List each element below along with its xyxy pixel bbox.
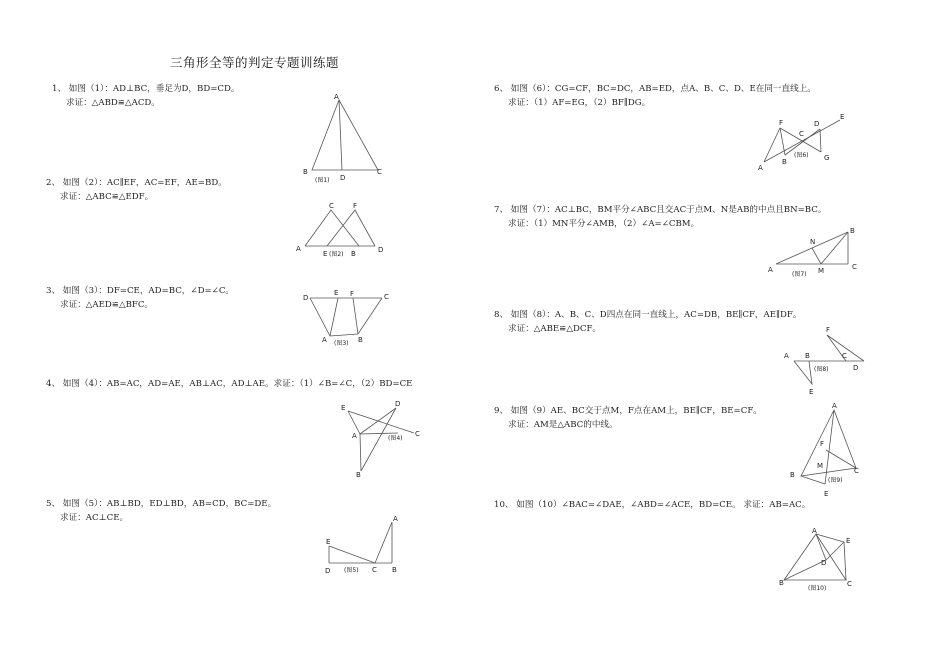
label-N: N — [810, 238, 816, 246]
problem-9-proof: 求证：AM是△ABC的中线。 — [508, 420, 618, 430]
problem-6-statement: 6、 如图（6）：CG=CF，BC=DC，AB=ED，点A、B、C、D、E在同一直线上。 — [494, 84, 816, 94]
problem-9 — [494, 404, 762, 432]
figure-10 — [776, 524, 866, 596]
label-D: D — [340, 174, 346, 182]
label-E: E — [323, 250, 328, 258]
label-F: F — [820, 440, 825, 448]
label-A: A — [784, 352, 789, 360]
problem-1-proof: 求证：△ABD≌△ACD。 — [66, 98, 160, 108]
label-E: E — [840, 113, 845, 121]
label-C: C — [372, 566, 377, 574]
label-F: F — [353, 202, 358, 210]
label-B: B — [303, 168, 308, 176]
label-C: C — [415, 430, 420, 438]
figure-caption: (图4) — [388, 435, 403, 442]
figure-caption: (图7) — [792, 271, 807, 278]
problem-7-proof: 求证：（1）MN平分∠AMB，（2）∠A=∠CBM。 — [508, 219, 700, 229]
problem-3 — [46, 284, 234, 312]
label-B: B — [805, 352, 810, 360]
label-F: F — [826, 326, 831, 334]
label-C: C — [377, 168, 382, 176]
figure-caption: (图2) — [329, 251, 344, 258]
label-G: G — [824, 154, 830, 162]
label-C: C — [384, 293, 389, 301]
figure-9 — [786, 398, 866, 502]
problem-10-statement: 10、 如图（10）∠BAC=∠DAE，∠ABD=∠ACE，BD=CE。 求证：AB=AC。 — [494, 500, 811, 510]
problem-8-statement: 8、 如图（8）：A、B、C、D四点在同一直线上，AC=DB，BE∥CF，AE∥DF。 — [494, 310, 802, 320]
problem-9-statement: 9、 如图（9）AE、BC交于点M，F点在AM上，BE∥CF，BE=CF。 — [494, 406, 762, 416]
label-A: A — [334, 93, 339, 101]
label-A: A — [322, 336, 327, 344]
figure-caption: (图8) — [814, 366, 829, 373]
problem-1-statement: 1、 如图（1）：AD⊥BC，垂足为D，BD=CD。 — [52, 84, 240, 94]
problem-4 — [46, 377, 412, 391]
figure-1 — [300, 92, 390, 187]
problem-2-statement: 2、 如图（2）：AC∥EF，AC=EF，AE=BD。 — [46, 178, 227, 188]
label-M: M — [817, 462, 824, 470]
label-M: M — [818, 267, 825, 275]
problem-3-statement: 3、 如图（3）：DF=CE，AD=BC，∠D=∠C。 — [46, 286, 235, 296]
figure-3 — [300, 286, 395, 350]
page-title: 三角形全等的判定专题训练题 — [170, 55, 340, 70]
label-B: B — [392, 566, 397, 574]
figure-8 — [780, 320, 870, 398]
label-B: B — [351, 250, 356, 258]
label-E: E — [846, 537, 851, 545]
label-E: E — [809, 388, 814, 396]
label-B: B — [850, 227, 855, 235]
label-E: E — [341, 404, 346, 412]
figure-caption: (图1) — [315, 177, 330, 184]
label-F: F — [779, 119, 784, 127]
problem-3-proof: 求证：△AED≌△BFC。 — [60, 300, 154, 310]
label-C: C — [854, 467, 859, 475]
figure-caption: (图10) — [808, 585, 827, 592]
label-D: D — [821, 559, 827, 567]
problem-2-proof: 求证：△ABC≌△EDF。 — [60, 192, 154, 202]
label-D: D — [814, 120, 820, 128]
label-D: D — [395, 400, 401, 408]
label-E: E — [334, 289, 339, 297]
label-C: C — [847, 580, 852, 588]
label-A: A — [758, 164, 763, 172]
label-F: F — [350, 290, 355, 298]
label-D: D — [303, 294, 309, 302]
problem-5 — [46, 497, 276, 525]
figure-caption: (图3) — [334, 340, 349, 347]
figure-caption: (图6) — [794, 152, 809, 159]
label-B: B — [779, 579, 784, 587]
label-E: E — [326, 538, 331, 546]
label-A: A — [832, 402, 837, 410]
label-B: B — [356, 471, 361, 479]
label-C: C — [852, 263, 857, 271]
problem-6-proof: 求证：（1）AF=EG，（2）BF∥DG。 — [508, 98, 651, 108]
label-A: A — [352, 432, 357, 440]
figure-4 — [338, 398, 428, 480]
label-B: B — [782, 158, 787, 166]
problem-8 — [494, 308, 801, 336]
problem-6 — [494, 82, 816, 110]
label-A: A — [393, 515, 398, 523]
problem-2 — [46, 176, 227, 204]
label-C: C — [329, 202, 334, 210]
label-E: E — [824, 490, 829, 498]
label-A: A — [296, 245, 301, 253]
label-C: C — [842, 352, 847, 360]
label-C: C — [799, 130, 804, 138]
problem-1 — [52, 82, 239, 110]
problem-10 — [494, 498, 810, 512]
label-B: B — [358, 336, 363, 344]
label-A: A — [812, 527, 817, 535]
label-D: D — [325, 567, 331, 575]
figure-caption: (图9) — [828, 477, 843, 484]
label-A: A — [768, 266, 773, 274]
problem-5-statement: 5、 如图（5）：AB⊥BD，ED⊥BD，AB=CD，BC=DE。 — [46, 499, 277, 509]
figure-caption: (图5) — [344, 567, 359, 574]
label-D: D — [853, 364, 859, 372]
problem-7-statement: 7、 如图（7）：AC⊥BC，BM平分∠ABC且交AC于点M、N是AB的中点且BN=BC。 — [494, 205, 827, 215]
figure-2 — [293, 198, 388, 263]
label-B: B — [790, 471, 795, 479]
problem-4-statement: 4、 如图（4）：AB=AC，AD=AE，AB⊥AC，AD⊥AE。求证：（1）∠B=∠C，（2）BD=CE — [46, 379, 413, 389]
problem-5-proof: 求证：AC⊥CE。 — [60, 513, 129, 523]
figure-5 — [322, 512, 407, 578]
problem-8-proof: 求证：△ABE≌△DCF。 — [508, 324, 602, 334]
figure-7 — [764, 222, 864, 282]
label-D: D — [378, 246, 384, 254]
figure-6 — [752, 110, 852, 174]
